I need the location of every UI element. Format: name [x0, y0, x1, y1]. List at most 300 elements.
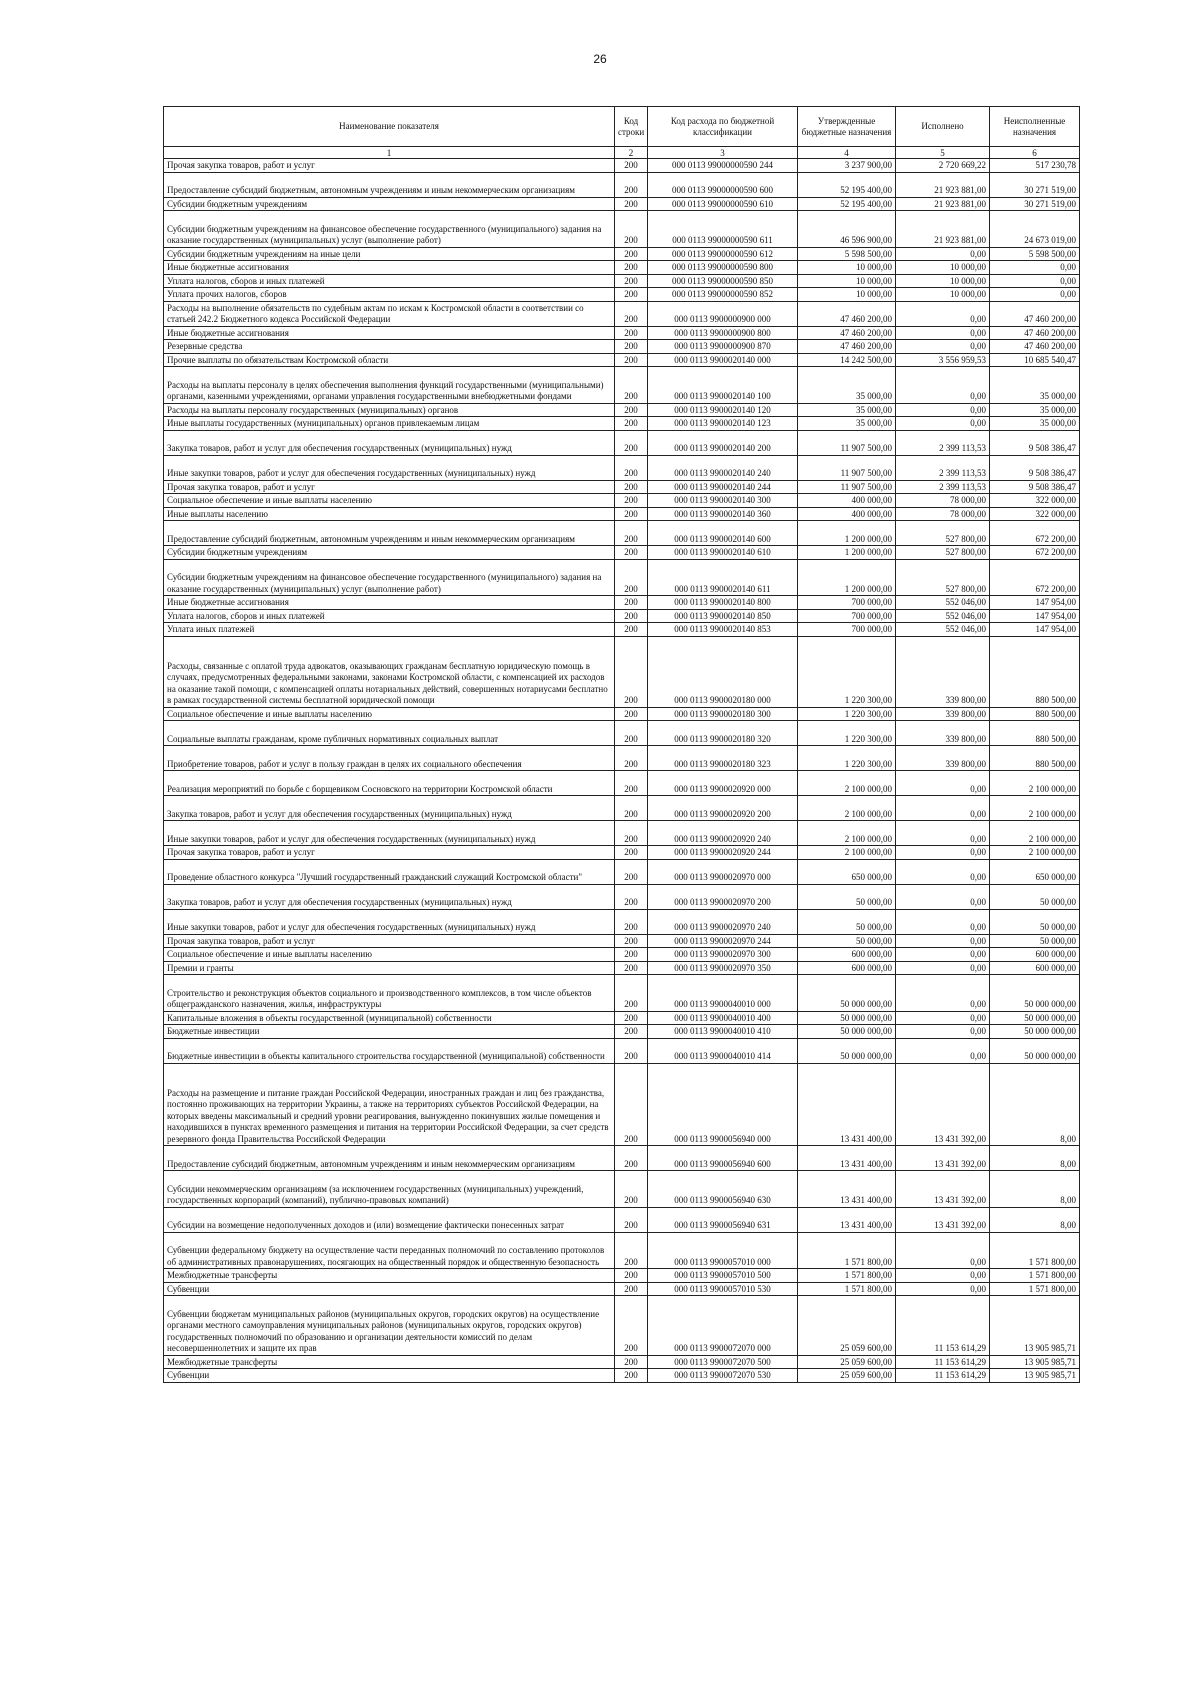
- table-body: [164, 159, 1080, 1383]
- column-number: 2: [615, 147, 648, 159]
- row-name: Уплата прочих налогов, сборов: [164, 288, 615, 302]
- row-unexecuted: 35 000,00: [990, 403, 1080, 417]
- row-unexecuted: 9 508 386,47: [990, 430, 1080, 455]
- row-approved: 47 460 200,00: [798, 301, 896, 326]
- row-approved: 25 059 600,00: [798, 1296, 896, 1356]
- table-row: [164, 340, 1080, 354]
- row-code: 200: [615, 1038, 648, 1063]
- row-approved: 13 431 400,00: [798, 1207, 896, 1232]
- column-number: 6: [990, 147, 1080, 159]
- row-name: Субвенции бюджетам муниципальных районов (муниципальных округов, городских округов) на осуществление органами местного самоуправления муниципальных районов (муниципальных округов, городских округов) государственных полномочий по образованию и организации деятельности комиссий по делам несовершеннолетних и защите их прав: [164, 1296, 615, 1356]
- row-executed: 21 923 881,00: [896, 197, 990, 211]
- row-unexecuted: 9 508 386,47: [990, 480, 1080, 494]
- row-code: 200: [615, 403, 648, 417]
- row-approved: 47 460 200,00: [798, 340, 896, 354]
- row-executed: 0,00: [896, 417, 990, 431]
- table-row: [164, 1038, 1080, 1063]
- row-code: 200: [615, 211, 648, 248]
- row-unexecuted: 880 500,00: [990, 746, 1080, 771]
- row-code: 200: [615, 546, 648, 560]
- row-name: Субвенции федеральному бюджету на осуществление части переданных полномочий по составлению протоколов об административных правонарушениях, посягающих на общественный порядок и общественную безопасность: [164, 1232, 615, 1269]
- row-approved: 35 000,00: [798, 403, 896, 417]
- row-code: 200: [615, 494, 648, 508]
- row-classification: 000 0113 9900020970 300: [648, 948, 798, 962]
- row-name: Иные закупки товаров, работ и услуг для обеспечения государственных (муниципальных) нужд: [164, 909, 615, 934]
- row-unexecuted: 50 000 000,00: [990, 975, 1080, 1012]
- row-code: 200: [615, 247, 648, 261]
- row-code: 200: [615, 455, 648, 480]
- row-code: 200: [615, 1355, 648, 1369]
- row-unexecuted: 147 954,00: [990, 623, 1080, 637]
- row-unexecuted: 880 500,00: [990, 721, 1080, 746]
- row-unexecuted: 1 571 800,00: [990, 1232, 1080, 1269]
- row-classification: 000 0113 9900020140 600: [648, 521, 798, 546]
- row-classification: 000 0113 9900057010 000: [648, 1232, 798, 1269]
- row-name: Межбюджетные трансферты: [164, 1269, 615, 1283]
- row-classification: 000 0113 9900057010 500: [648, 1269, 798, 1283]
- row-unexecuted: 672 200,00: [990, 521, 1080, 546]
- row-classification: 000 0113 99000000590 850: [648, 274, 798, 288]
- table-row: [164, 480, 1080, 494]
- row-executed: 0,00: [896, 821, 990, 846]
- row-code: 200: [615, 1207, 648, 1232]
- row-executed: 78 000,00: [896, 494, 990, 508]
- table-row: [164, 771, 1080, 796]
- row-executed: 552 046,00: [896, 623, 990, 637]
- row-classification: 000 0113 9900020970 000: [648, 859, 798, 884]
- row-code: 200: [615, 961, 648, 975]
- table-row: [164, 948, 1080, 962]
- row-unexecuted: 5 598 500,00: [990, 247, 1080, 261]
- row-code: 200: [615, 1282, 648, 1296]
- row-code: 200: [615, 1232, 648, 1269]
- row-executed: 21 923 881,00: [896, 211, 990, 248]
- table-row: [164, 1269, 1080, 1283]
- row-approved: 1 571 800,00: [798, 1282, 896, 1296]
- row-name: Закупка товаров, работ и услуг для обеспечения государственных (муниципальных) нужд: [164, 796, 615, 821]
- row-classification: 000 0113 9900020970 240: [648, 909, 798, 934]
- row-unexecuted: 147 954,00: [990, 609, 1080, 623]
- row-approved: 13 431 400,00: [798, 1146, 896, 1171]
- row-approved: 13 431 400,00: [798, 1171, 896, 1208]
- header-classification: Код расхода по бюджетной классификации: [648, 107, 798, 147]
- row-executed: 0,00: [896, 1282, 990, 1296]
- table-row: [164, 211, 1080, 248]
- row-executed: 339 800,00: [896, 707, 990, 721]
- row-classification: 000 0113 9900072070 000: [648, 1296, 798, 1356]
- row-unexecuted: 880 500,00: [990, 707, 1080, 721]
- table-row: [164, 846, 1080, 860]
- row-unexecuted: 600 000,00: [990, 948, 1080, 962]
- row-executed: 0,00: [896, 948, 990, 962]
- row-executed: 11 153 614,29: [896, 1369, 990, 1383]
- row-approved: 11 907 500,00: [798, 430, 896, 455]
- row-code: 200: [615, 1296, 648, 1356]
- row-classification: 000 0113 9900020140 800: [648, 596, 798, 610]
- table-row: [164, 1369, 1080, 1383]
- row-approved: 10 000,00: [798, 288, 896, 302]
- row-approved: 1 200 000,00: [798, 546, 896, 560]
- row-unexecuted: 50 000 000,00: [990, 1038, 1080, 1063]
- column-number-row: [164, 147, 1080, 159]
- row-code: 200: [615, 821, 648, 846]
- row-name: Прочие выплаты по обязательствам Костромской области: [164, 353, 615, 367]
- row-name: Расходы на размещение и питание граждан Российской Федерации, иностранных граждан и лиц без гражданства, постоянно проживающих на территории Украины, а также на территориях субъектов Российской Федерации, на которых введены максимальный и средний уровни реагирования, вынужденно покинувших жилые помещения и находившихся в пунктах временного размещения и питания на территории Российской Федерации, за счет средств резервного фонда Правительства Российской Федерации: [164, 1063, 615, 1146]
- row-name: Расходы на выплаты персоналу государственных (муниципальных) органов: [164, 403, 615, 417]
- table-row: [164, 455, 1080, 480]
- row-executed: 0,00: [896, 961, 990, 975]
- row-approved: 1 220 300,00: [798, 721, 896, 746]
- table-row: [164, 197, 1080, 211]
- row-approved: 14 242 500,00: [798, 353, 896, 367]
- row-approved: 10 000,00: [798, 261, 896, 275]
- row-executed: 2 399 113,53: [896, 480, 990, 494]
- table-row: [164, 596, 1080, 610]
- row-name: Прочая закупка товаров, работ и услуг: [164, 934, 615, 948]
- row-code: 200: [615, 1011, 648, 1025]
- table-row: [164, 301, 1080, 326]
- row-executed: 0,00: [896, 1038, 990, 1063]
- row-code: 200: [615, 1063, 648, 1146]
- row-approved: 50 000,00: [798, 909, 896, 934]
- row-executed: 11 153 614,29: [896, 1296, 990, 1356]
- row-approved: 25 059 600,00: [798, 1369, 896, 1383]
- row-name: Прочая закупка товаров, работ и услуг: [164, 846, 615, 860]
- row-name: Иные бюджетные ассигнования: [164, 326, 615, 340]
- page-number: 26: [593, 52, 607, 66]
- header-unexecuted: Неисполненные назначения: [990, 107, 1080, 147]
- row-executed: 3 556 959,53: [896, 353, 990, 367]
- table-row: [164, 417, 1080, 431]
- row-executed: 2 399 113,53: [896, 455, 990, 480]
- row-approved: 400 000,00: [798, 494, 896, 508]
- row-unexecuted: 50 000 000,00: [990, 1025, 1080, 1039]
- row-name: Расходы на выполнение обязательств по судебным актам по искам к Костромской области в соответствии со статьей 242.2 Бюджетного кодекса Российской Федерации: [164, 301, 615, 326]
- row-executed: 0,00: [896, 1232, 990, 1269]
- row-code: 200: [615, 596, 648, 610]
- row-classification: 000 0113 9900040010 400: [648, 1011, 798, 1025]
- budget-execution-table: [163, 106, 1080, 1383]
- table-row: [164, 884, 1080, 909]
- table-row: [164, 796, 1080, 821]
- row-executed: 0,00: [896, 403, 990, 417]
- table-row: [164, 975, 1080, 1012]
- row-approved: 1 220 300,00: [798, 636, 896, 707]
- row-executed: 0,00: [896, 859, 990, 884]
- row-name: Уплата иных платежей: [164, 623, 615, 637]
- row-unexecuted: 2 100 000,00: [990, 846, 1080, 860]
- row-classification: 000 0113 9900056940 631: [648, 1207, 798, 1232]
- row-name: Иные закупки товаров, работ и услуг для обеспечения государственных (муниципальных) нужд: [164, 455, 615, 480]
- row-executed: 10 000,00: [896, 274, 990, 288]
- row-classification: 000 0113 9900020970 350: [648, 961, 798, 975]
- column-number: 1: [164, 147, 615, 159]
- row-unexecuted: 50 000 000,00: [990, 1011, 1080, 1025]
- row-code: 200: [615, 636, 648, 707]
- row-unexecuted: 47 460 200,00: [990, 326, 1080, 340]
- row-unexecuted: 2 100 000,00: [990, 771, 1080, 796]
- row-approved: 35 000,00: [798, 367, 896, 404]
- table-row: [164, 821, 1080, 846]
- row-name: Расходы, связанные с оплатой труда адвокатов, оказывающих гражданам бесплатную юридическую помощь в случаях, предусмотренных федеральными законами, законами Костромской области, с компенсацией их расходов на оказание такой помощи, с компенсацией оплаты нотариальных действий, совершенных нотариусами бесплатно в рамках государственной системы бесплатной юридической помощи: [164, 636, 615, 707]
- row-classification: 000 0113 9900020140 610: [648, 546, 798, 560]
- row-code: 200: [615, 934, 648, 948]
- row-classification: 000 0113 9900020920 240: [648, 821, 798, 846]
- row-executed: 10 000,00: [896, 261, 990, 275]
- row-approved: 1 571 800,00: [798, 1232, 896, 1269]
- row-classification: 000 0113 9900020180 000: [648, 636, 798, 707]
- row-classification: 000 0113 9900040010 414: [648, 1038, 798, 1063]
- row-executed: 0,00: [896, 1025, 990, 1039]
- row-approved: 50 000 000,00: [798, 975, 896, 1012]
- row-name: Закупка товаров, работ и услуг для обеспечения государственных (муниципальных) нужд: [164, 884, 615, 909]
- row-name: Субсидии бюджетным учреждениям на финансовое обеспечение государственного (муниципального) задания на оказание государственных (муниципальных) услуг (выполнение работ): [164, 559, 615, 596]
- row-classification: 000 0113 9900020140 240: [648, 455, 798, 480]
- row-approved: 50 000 000,00: [798, 1025, 896, 1039]
- row-unexecuted: 13 905 985,71: [990, 1355, 1080, 1369]
- row-unexecuted: 30 271 519,00: [990, 172, 1080, 197]
- row-code: 200: [615, 771, 648, 796]
- table-row: [164, 1296, 1080, 1356]
- table-row: [164, 934, 1080, 948]
- row-classification: 000 0113 9900020970 244: [648, 934, 798, 948]
- row-classification: 000 0113 9900072070 530: [648, 1369, 798, 1383]
- table-row: [164, 746, 1080, 771]
- row-approved: 1 220 300,00: [798, 746, 896, 771]
- row-unexecuted: 2 100 000,00: [990, 821, 1080, 846]
- row-approved: 600 000,00: [798, 948, 896, 962]
- row-name: Резервные средства: [164, 340, 615, 354]
- row-name: Уплата налогов, сборов и иных платежей: [164, 609, 615, 623]
- row-unexecuted: 600 000,00: [990, 961, 1080, 975]
- row-classification: 000 0113 9900020140 200: [648, 430, 798, 455]
- row-approved: 600 000,00: [798, 961, 896, 975]
- row-approved: 400 000,00: [798, 507, 896, 521]
- table-row: [164, 288, 1080, 302]
- table-row: [164, 159, 1080, 173]
- row-name: Бюджетные инвестиции в объекты капитального строительства государственной (муниципальной) собственности: [164, 1038, 615, 1063]
- row-code: 200: [615, 172, 648, 197]
- row-code: 200: [615, 301, 648, 326]
- row-unexecuted: 0,00: [990, 274, 1080, 288]
- row-unexecuted: 10 685 540,47: [990, 353, 1080, 367]
- row-name: Социальное обеспечение и иные выплаты населению: [164, 494, 615, 508]
- row-classification: 000 0113 99000000590 612: [648, 247, 798, 261]
- table-row: [164, 403, 1080, 417]
- table-row: [164, 172, 1080, 197]
- row-code: 200: [615, 274, 648, 288]
- row-name: Предоставление субсидий бюджетным, автономным учреждениям и иным некоммерческим организациям: [164, 521, 615, 546]
- row-name: Проведение областного конкурса "Лучший государственный гражданский служащий Костромской области": [164, 859, 615, 884]
- row-classification: 000 0113 99000000590 600: [648, 172, 798, 197]
- table-row: [164, 1063, 1080, 1146]
- row-name: Бюджетные инвестиции: [164, 1025, 615, 1039]
- row-approved: 50 000,00: [798, 884, 896, 909]
- table-row: [164, 521, 1080, 546]
- row-unexecuted: 8,00: [990, 1207, 1080, 1232]
- row-approved: 46 596 900,00: [798, 211, 896, 248]
- row-classification: 000 0113 9900020140 850: [648, 609, 798, 623]
- row-executed: 0,00: [896, 1269, 990, 1283]
- row-unexecuted: 13 905 985,71: [990, 1296, 1080, 1356]
- row-code: 200: [615, 340, 648, 354]
- row-name: Субсидии на возмещение недополученных доходов и (или) возмещение фактически понесенных затрат: [164, 1207, 615, 1232]
- table-row: [164, 909, 1080, 934]
- row-classification: 000 0113 9900040010 000: [648, 975, 798, 1012]
- row-classification: 000 0113 9900072070 500: [648, 1355, 798, 1369]
- row-classification: 000 0113 9900000900 000: [648, 301, 798, 326]
- row-classification: 000 0113 9900000900 870: [648, 340, 798, 354]
- row-unexecuted: 880 500,00: [990, 636, 1080, 707]
- row-classification: 000 0113 9900020140 300: [648, 494, 798, 508]
- table-row: [164, 247, 1080, 261]
- row-executed: 0,00: [896, 247, 990, 261]
- row-classification: 000 0113 9900020140 000: [648, 353, 798, 367]
- table-row: [164, 961, 1080, 975]
- table-row: [164, 367, 1080, 404]
- row-approved: 1 200 000,00: [798, 559, 896, 596]
- row-approved: 35 000,00: [798, 417, 896, 431]
- row-classification: 000 0113 99000000590 611: [648, 211, 798, 248]
- row-approved: 2 100 000,00: [798, 771, 896, 796]
- row-code: 200: [615, 288, 648, 302]
- row-code: 200: [615, 197, 648, 211]
- row-executed: 552 046,00: [896, 609, 990, 623]
- row-approved: 47 460 200,00: [798, 326, 896, 340]
- table-row: [164, 1011, 1080, 1025]
- row-approved: 11 907 500,00: [798, 455, 896, 480]
- row-code: 200: [615, 975, 648, 1012]
- row-approved: 650 000,00: [798, 859, 896, 884]
- column-number: 3: [648, 147, 798, 159]
- row-name: Реализация мероприятий по борьбе с борщевиком Сосновского на территории Костромской области: [164, 771, 615, 796]
- row-executed: 13 431 392,00: [896, 1207, 990, 1232]
- row-classification: 000 0113 99000000590 800: [648, 261, 798, 275]
- row-name: Иные выплаты государственных (муниципальных) органов привлекаемым лицам: [164, 417, 615, 431]
- row-classification: 000 0113 9900056940 600: [648, 1146, 798, 1171]
- row-unexecuted: 8,00: [990, 1146, 1080, 1171]
- row-code: 200: [615, 417, 648, 431]
- row-classification: 000 0113 9900020140 611: [648, 559, 798, 596]
- row-executed: 527 800,00: [896, 521, 990, 546]
- row-classification: 000 0113 9900020140 244: [648, 480, 798, 494]
- row-approved: 50 000 000,00: [798, 1038, 896, 1063]
- row-executed: 339 800,00: [896, 721, 990, 746]
- row-unexecuted: 24 673 019,00: [990, 211, 1080, 248]
- row-executed: 78 000,00: [896, 507, 990, 521]
- header-executed: Исполнено: [896, 107, 990, 147]
- row-code: 200: [615, 159, 648, 173]
- row-code: 200: [615, 721, 648, 746]
- row-code: 200: [615, 846, 648, 860]
- row-name: Прочая закупка товаров, работ и услуг: [164, 480, 615, 494]
- row-unexecuted: 50 000,00: [990, 884, 1080, 909]
- row-classification: 000 0113 9900020140 853: [648, 623, 798, 637]
- row-name: Прочая закупка товаров, работ и услуг: [164, 159, 615, 173]
- table-row: [164, 274, 1080, 288]
- row-executed: 0,00: [896, 367, 990, 404]
- row-name: Уплата налогов, сборов и иных платежей: [164, 274, 615, 288]
- row-classification: 000 0113 99000000590 244: [648, 159, 798, 173]
- row-approved: 5 598 500,00: [798, 247, 896, 261]
- table-row: [164, 261, 1080, 275]
- table-row: [164, 623, 1080, 637]
- row-executed: 0,00: [896, 326, 990, 340]
- row-approved: 700 000,00: [798, 623, 896, 637]
- row-approved: 25 059 600,00: [798, 1355, 896, 1369]
- row-code: 200: [615, 707, 648, 721]
- row-code: 200: [615, 1171, 648, 1208]
- row-unexecuted: 47 460 200,00: [990, 340, 1080, 354]
- row-unexecuted: 322 000,00: [990, 507, 1080, 521]
- table-row: [164, 636, 1080, 707]
- row-classification: 000 0113 9900020140 123: [648, 417, 798, 431]
- row-executed: 13 431 392,00: [896, 1171, 990, 1208]
- table-header-row: [164, 107, 1080, 147]
- row-classification: 000 0113 9900057010 530: [648, 1282, 798, 1296]
- row-approved: 700 000,00: [798, 596, 896, 610]
- row-name: Межбюджетные трансферты: [164, 1355, 615, 1369]
- table-row: [164, 1171, 1080, 1208]
- row-code: 200: [615, 623, 648, 637]
- table-row: [164, 1025, 1080, 1039]
- row-name: Социальные выплаты гражданам, кроме публичных нормативных социальных выплат: [164, 721, 615, 746]
- row-code: 200: [615, 559, 648, 596]
- row-name: Социальное обеспечение и иные выплаты населению: [164, 948, 615, 962]
- row-unexecuted: 517 230,78: [990, 159, 1080, 173]
- table-row: [164, 546, 1080, 560]
- row-unexecuted: 30 271 519,00: [990, 197, 1080, 211]
- row-executed: 0,00: [896, 796, 990, 821]
- row-executed: 0,00: [896, 884, 990, 909]
- row-unexecuted: 8,00: [990, 1063, 1080, 1146]
- row-name: Строительство и реконструкция объектов социального и производственного комплексов, в том числе объектов общегражданского назначения, жилья, инфраструктуры: [164, 975, 615, 1012]
- row-executed: 339 800,00: [896, 636, 990, 707]
- table-row: [164, 559, 1080, 596]
- row-classification: 000 0113 9900020920 244: [648, 846, 798, 860]
- row-unexecuted: 50 000,00: [990, 934, 1080, 948]
- row-code: 200: [615, 367, 648, 404]
- row-code: 200: [615, 261, 648, 275]
- row-executed: 0,00: [896, 846, 990, 860]
- row-unexecuted: 650 000,00: [990, 859, 1080, 884]
- table-row: [164, 1207, 1080, 1232]
- row-name: Расходы на выплаты персоналу в целях обеспечения выполнения функций государственными (муниципальными) органами, казенными учреждениями, органами управления государственными внебюджетными фондами: [164, 367, 615, 404]
- row-name: Иные выплаты населению: [164, 507, 615, 521]
- header-approved: Утвержденные бюджетные назначения: [798, 107, 896, 147]
- column-number: 5: [896, 147, 990, 159]
- row-code: 200: [615, 521, 648, 546]
- row-code: 200: [615, 430, 648, 455]
- row-unexecuted: 13 905 985,71: [990, 1369, 1080, 1383]
- row-name: Капитальные вложения в объекты государственной (муниципальной) собственности: [164, 1011, 615, 1025]
- row-classification: 000 0113 9900020180 300: [648, 707, 798, 721]
- table-row: [164, 1146, 1080, 1171]
- row-approved: 2 100 000,00: [798, 796, 896, 821]
- row-code: 200: [615, 859, 648, 884]
- row-classification: 000 0113 99000000590 610: [648, 197, 798, 211]
- row-approved: 10 000,00: [798, 274, 896, 288]
- row-classification: 000 0113 9900040010 410: [648, 1025, 798, 1039]
- row-code: 200: [615, 1269, 648, 1283]
- row-name: Субсидии бюджетным учреждениям: [164, 197, 615, 211]
- row-name: Субвенции: [164, 1282, 615, 1296]
- row-executed: 0,00: [896, 301, 990, 326]
- row-code: 200: [615, 884, 648, 909]
- row-approved: 700 000,00: [798, 609, 896, 623]
- row-name: Субвенции: [164, 1369, 615, 1383]
- row-executed: 527 800,00: [896, 546, 990, 560]
